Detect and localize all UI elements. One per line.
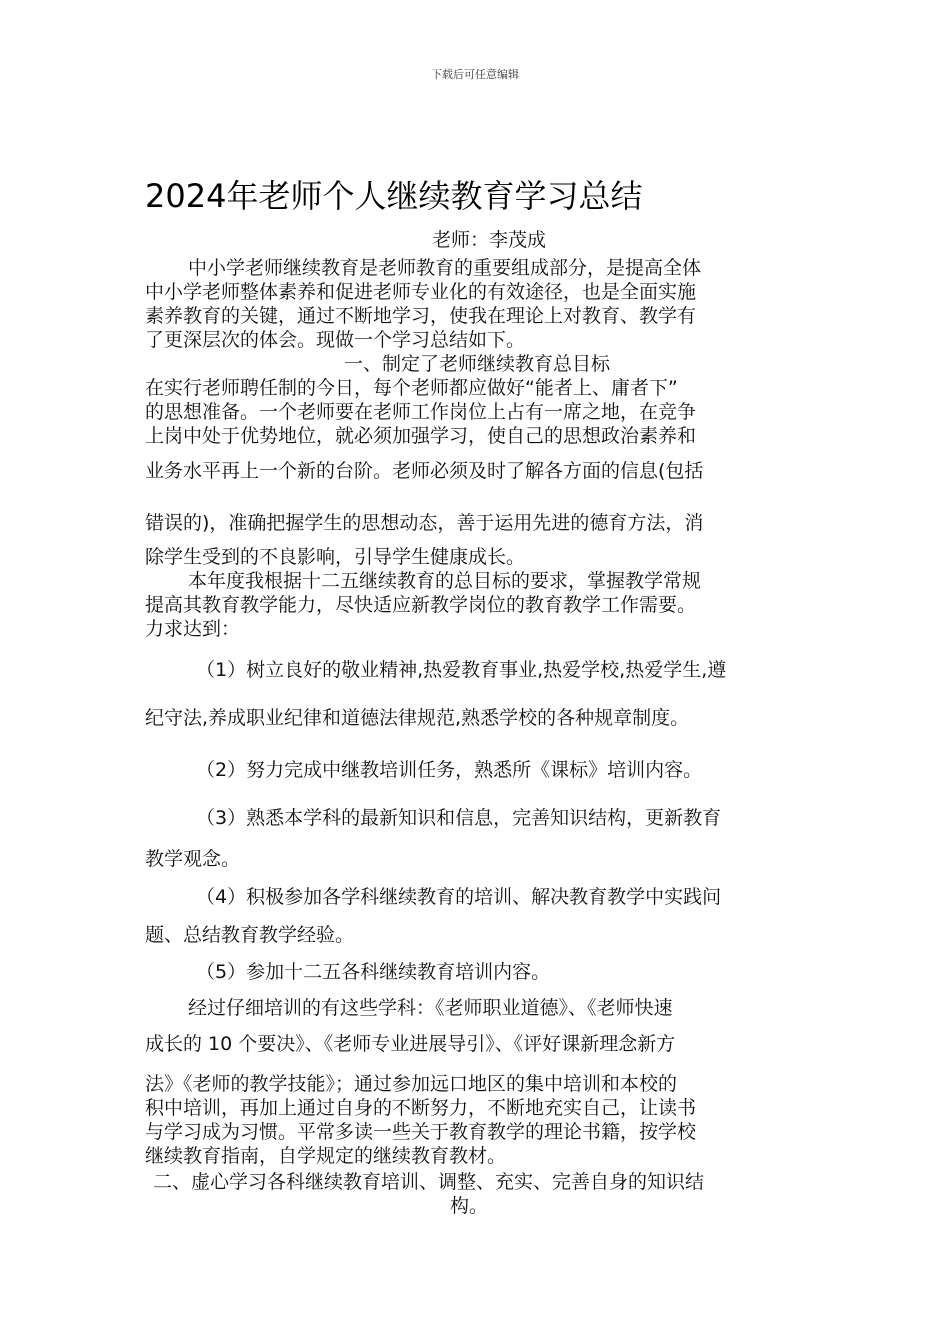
body-line: （2）努力完成中继教培训任务，熟悉所《课标》培训内容。 (196, 759, 703, 781)
body-line: （1）树立良好的敬业精神,热爱教育事业,热爱学校,热爱学生,遵 (196, 659, 727, 681)
body-line: 上岗中处于优势地位，就必须加强学习，使自己的思想政治素养和 (145, 425, 697, 447)
body-line: 经过仔细培训的有这些学科：《老师职业道德》、《老师快速 (188, 997, 673, 1019)
body-line: 素养教育的关键，通过不断地学习，使我在理论上对教育、教学有 (145, 305, 697, 327)
body-line: 教学观念。 (145, 848, 241, 870)
body-line: 力求达到： (145, 618, 241, 640)
author-line: 老师：李茂成 (432, 229, 547, 251)
body-line: 中小学老师继续教育是老师教育的重要组成部分，是提高全体 (188, 257, 702, 279)
body-line: （3）熟悉本学科的最新知识和信息，完善知识结构，更新教育 (196, 807, 722, 829)
body-line: 了更深层次的体会。现做一个学习总结如下。 (145, 329, 526, 351)
body-line: 业务水平再上一个新的台阶。老师必须及时了解各方面的信息(包括 (145, 460, 704, 482)
body-line: 法》《老师的教学技能》；通过参加远口地区的集中培训和本校的 (145, 1073, 678, 1095)
section-heading-1: 一、制定了老师继续教育总目标 (344, 353, 611, 375)
body-line: 与学习成为习惯。平常多读一些关于教育教学的理论书籍，按学校 (145, 1121, 697, 1143)
body-line: 中小学老师整体素养和促进老师专业化的有效途径，也是全面实施 (145, 281, 697, 303)
header-note: 下载后可任意编辑 (431, 68, 519, 81)
body-line: 题、总结教育教学经验。 (145, 924, 355, 946)
body-line: 错误的)，准确把握学生的思想动态，善于运用先进的德育方法，消 (145, 512, 704, 534)
section-heading-2: 构。 (450, 1195, 489, 1217)
body-line: 本年度我根据十二五继续教育的总目标的要求，掌握教学常规 (188, 570, 702, 592)
body-line: 的思想准备。一个老师要在老师工作岗位上占有一席之地，在竞争 (145, 401, 697, 423)
body-line: 继续教育指南，自学规定的继续教育教材。 (145, 1145, 507, 1167)
body-line: 成长的 10 个要决》、《老师专业进展导引》、《评好课新理念新方 (145, 1033, 676, 1055)
body-line: 纪守法,养成职业纪律和道德法律规范,熟悉学校的各种规章制度。 (145, 707, 690, 729)
body-line: （4）积极参加各学科继续教育的培训、解决教育教学中实践问 (196, 886, 722, 908)
body-line: 在实行老师聘任制的今日，每个老师都应做好“能者上、庸者下” (145, 377, 678, 399)
section-heading-2: 二、虚心学习各科继续教育培训、调整、充实、完善自身的知识结 (153, 1171, 705, 1193)
body-line: 积中培训，再加上通过自身的不断努力，不断地充实自己，让读书 (145, 1097, 697, 1119)
body-line: 除学生受到的不良影响，引导学生健康成长。 (145, 546, 526, 568)
document-title: 2024年老师个人继续教育学习总结 (145, 177, 643, 215)
body-line: 提高其教育教学能力，尽快适应新教学岗位的教育教学工作需要。 (145, 594, 697, 616)
body-line: （5）参加十二五各科继续教育培训内容。 (196, 961, 551, 983)
